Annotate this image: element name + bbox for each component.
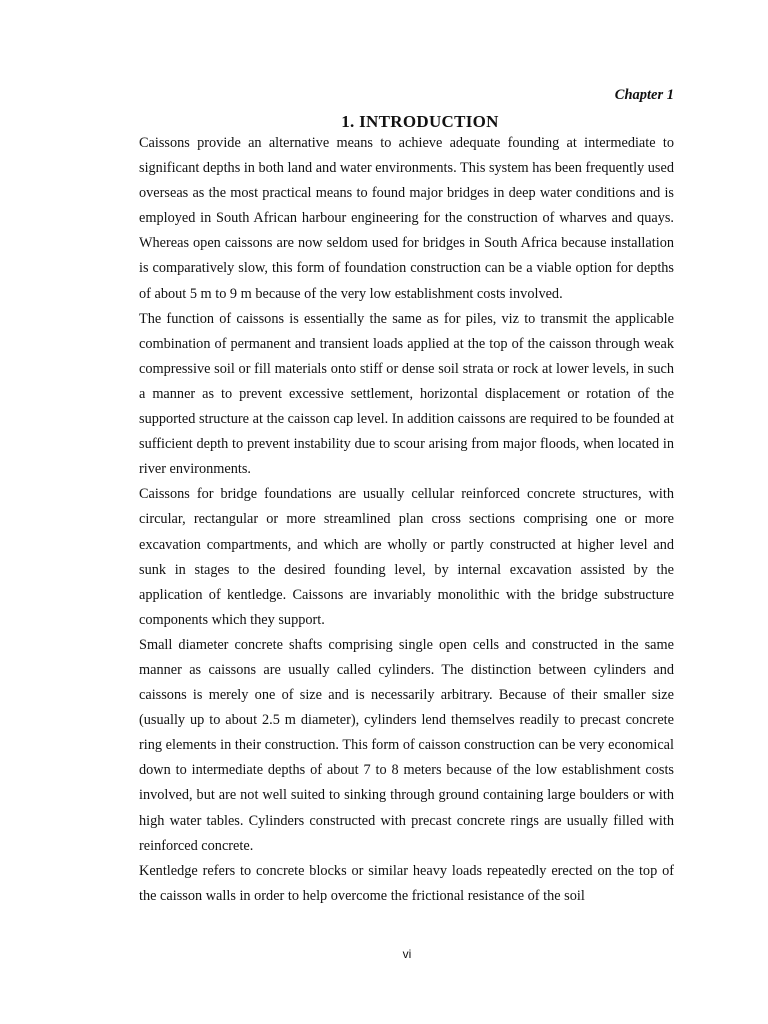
paragraph-bridge-foundations: Caissons for bridge foundations are usually cellular reinforced concrete structures, with circular, rectangular or more streamlined plan cross sections comprising one or more excavation compartments, and which are wholly or partly constructed at higher level and sunk in stages to the desired founding level, by internal excavation assisted by the application of kentledge. Caissons are invariably monolithic with the bridge substructure components which they support. — [139, 486, 674, 628]
paragraph-kentledge: Kentledge refers to concrete blocks or similar heavy loads repeatedly erected on the top of the caisson walls in order to help overcome the frictional resistance of the soil — [139, 862, 674, 904]
chapter-label: Chapter 1 — [614, 87, 674, 103]
page-number: vi — [402, 947, 412, 961]
paragraph-caisson-function: The function of caissons is essentially the same as for piles, viz to transmit the applicable combination of permanent and transient loads applied at the top of the caisson through weak compressive soil or fill materials onto stiff or dense soil strata or rock at lower levels, in such a manner as to prevent excessive settlement, horizontal displacement or rotation of the supported structure at the caisson cap level. In addition caissons are required to be founded at sufficient depth to prevent instability due to scour arising from major floods, when located in river environments. — [139, 310, 674, 478]
section-title: 1. INTRODUCTION — [341, 112, 499, 131]
body-text — [139, 131, 674, 909]
paragraph-caissons-overview: Caissons provide an alternative means to achieve adequate founding at intermediate to significant depths in both land and water environments. This system has been frequently used overseas as the most practical means to found major bridges in deep water conditions and is employed in South African harbour engineering for the construction of wharves and quays. Whereas open caissons are now seldom used for bridges in South Africa because installation is comparatively slow, this form of foundation construction can be a viable option for depths of about 5 m to 9 m because of the very low establishment costs involved. — [139, 135, 674, 302]
paragraph-cylinders: Small diameter concrete shafts comprising single open cells and constructed in the same manner as caissons are usually called cylinders. The distinction between cylinders and caissons is merely one of size and is necessarily arbitrary. Because of their smaller size (usually up to about 2.5 m diameter), cylinders lend themselves readily to precast concrete ring elements in their construction. This form of caisson construction can be very economical down to intermediate depths of about 7 to 8 meters because of the low establishment costs involved, but are not well suited to sinking through ground containing large boulders or with high water tables. Cylinders constructed with precast concrete rings are usually filled with reinforced concrete. — [139, 636, 674, 854]
